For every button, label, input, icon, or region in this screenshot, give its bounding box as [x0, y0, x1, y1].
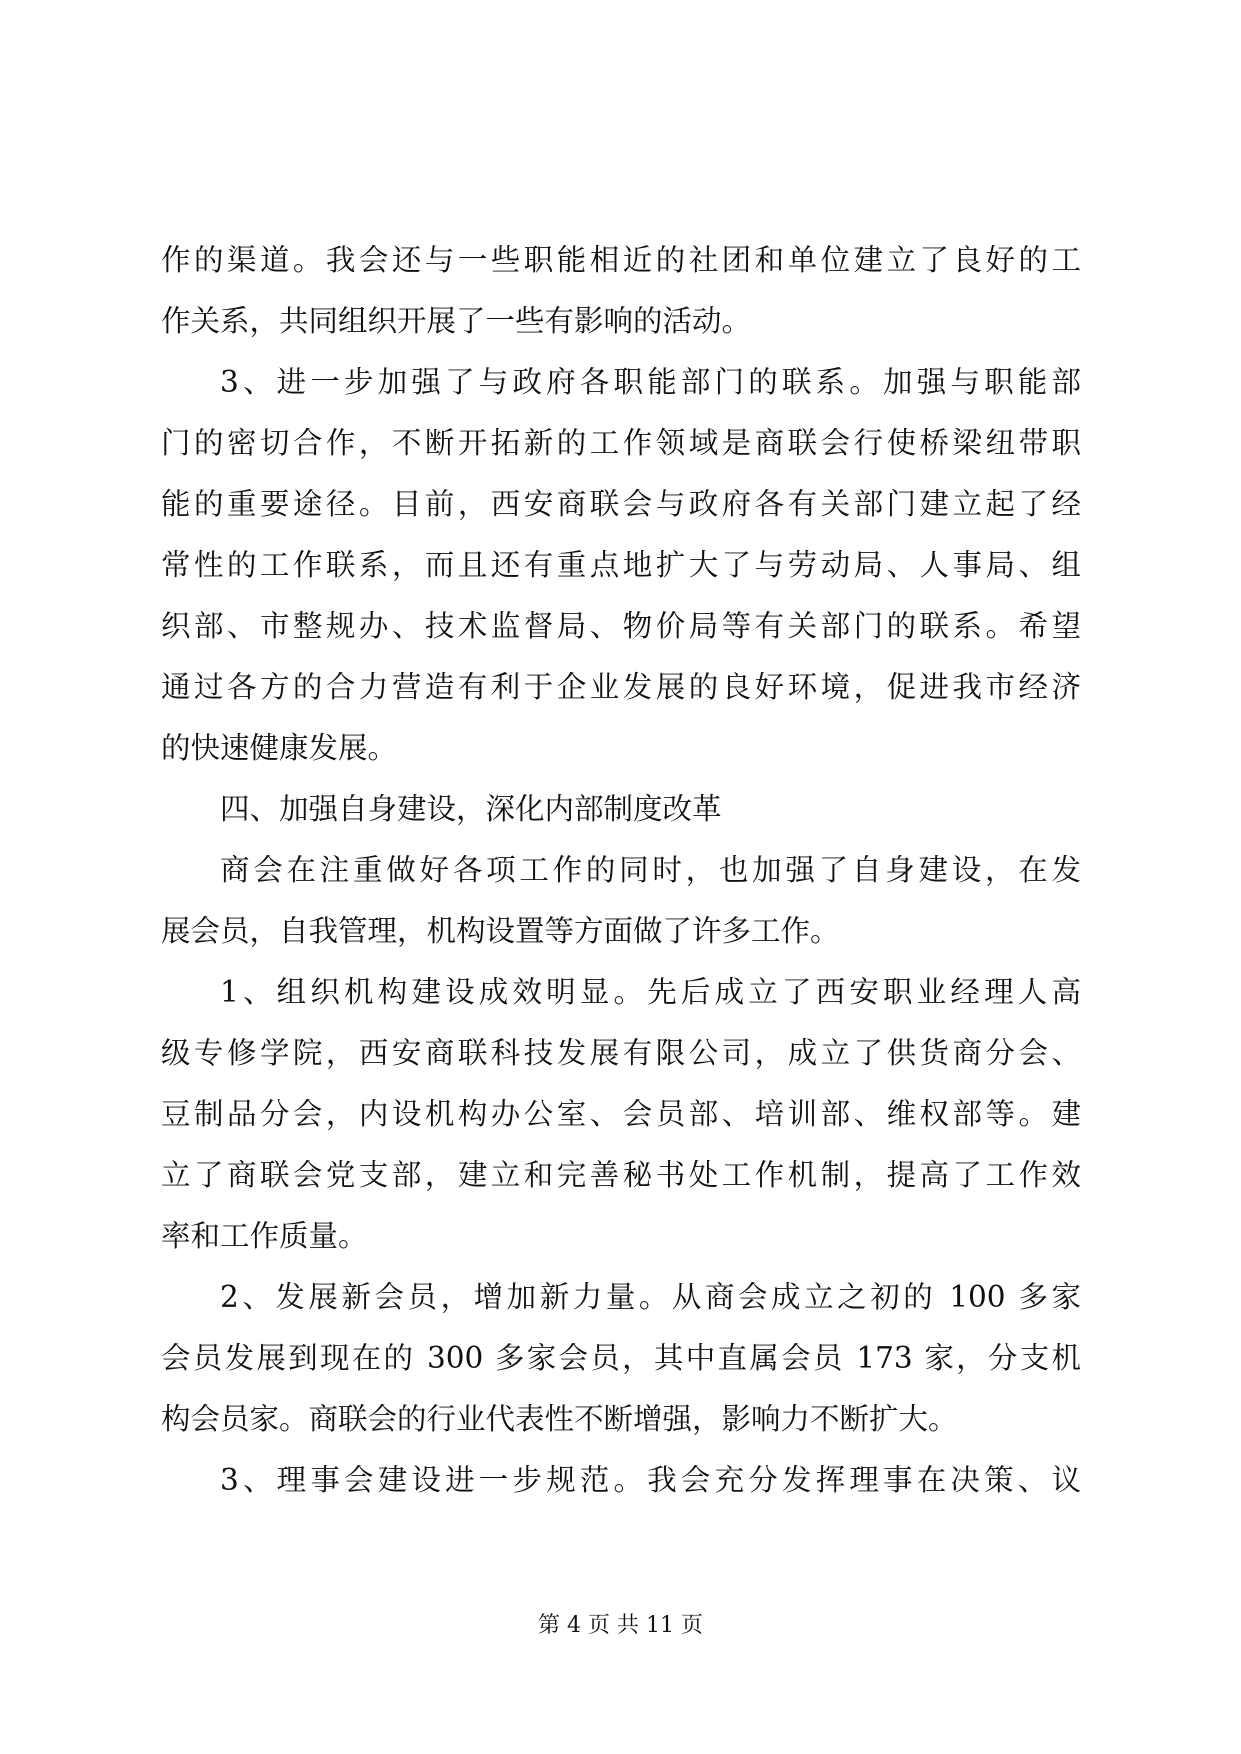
- text-line: 的快速健康发展。: [161, 731, 398, 765]
- text-line: 能的重要途径。目前，西安商联会与政府各有关部门建立起了经: [161, 487, 1081, 521]
- paragraph-3b-start: 3、理事会建设进一步规范。我会充分发挥理事在决策、议: [220, 1463, 1081, 1497]
- text-line: 织部、市整规办、技术监督局、物价局等有关部门的联系。希望: [161, 609, 1081, 643]
- paragraph-1-start: 1、组织机构建设成效明显。先后成立了西安职业经理人高: [220, 975, 1081, 1009]
- text-line: 作关系，共同组织开展了一些有影响的活动。: [161, 304, 752, 338]
- text-line: 门的密切合作，不断开拓新的工作领域是商联会行使桥梁纽带职: [161, 426, 1081, 460]
- paragraph-3-start: 3、进一步加强了与政府各职能部门的联系。加强与职能部: [220, 365, 1081, 399]
- text-line: 常性的工作联系，而且还有重点地扩大了与劳动局、人事局、组: [161, 548, 1081, 582]
- text-line: 会员发展到现在的 300 多家会员，其中直属会员 173 家，分支机: [161, 1341, 1081, 1375]
- body-text: [161, 230, 1081, 1511]
- paragraph-2-start: 2、发展新会员，增加新力量。从商会成立之初的 100 多家: [220, 1280, 1081, 1314]
- paragraph-start: 商会在注重做好各项工作的同时，也加强了自身建设，在发: [220, 853, 1081, 887]
- page-number-footer: 第 4 页 共 11 页: [538, 1613, 703, 1638]
- text-line: 立了商联会党支部，建立和完善秘书处工作机制，提高了工作效: [161, 1158, 1081, 1192]
- section-heading: 四、加强自身建设，深化内部制度改革: [220, 792, 722, 826]
- text-line: 豆制品分会，内设机构办公室、会员部、培训部、维权部等。建: [161, 1097, 1081, 1131]
- text-line: 构会员家。商联会的行业代表性不断增强，影响力不断扩大。: [161, 1402, 958, 1436]
- text-line: 展会员，自我管理，机构设置等方面做了许多工作。: [161, 914, 840, 948]
- text-line: 率和工作质量。: [161, 1219, 368, 1253]
- text-line: 通过各方的合力营造有利于企业发展的良好环境，促进我市经济: [161, 670, 1081, 704]
- text-line: 作的渠道。我会还与一些职能相近的社团和单位建立了良好的工: [161, 243, 1081, 277]
- text-line: 级专修学院，西安商联科技发展有限公司，成立了供货商分会、: [161, 1036, 1081, 1070]
